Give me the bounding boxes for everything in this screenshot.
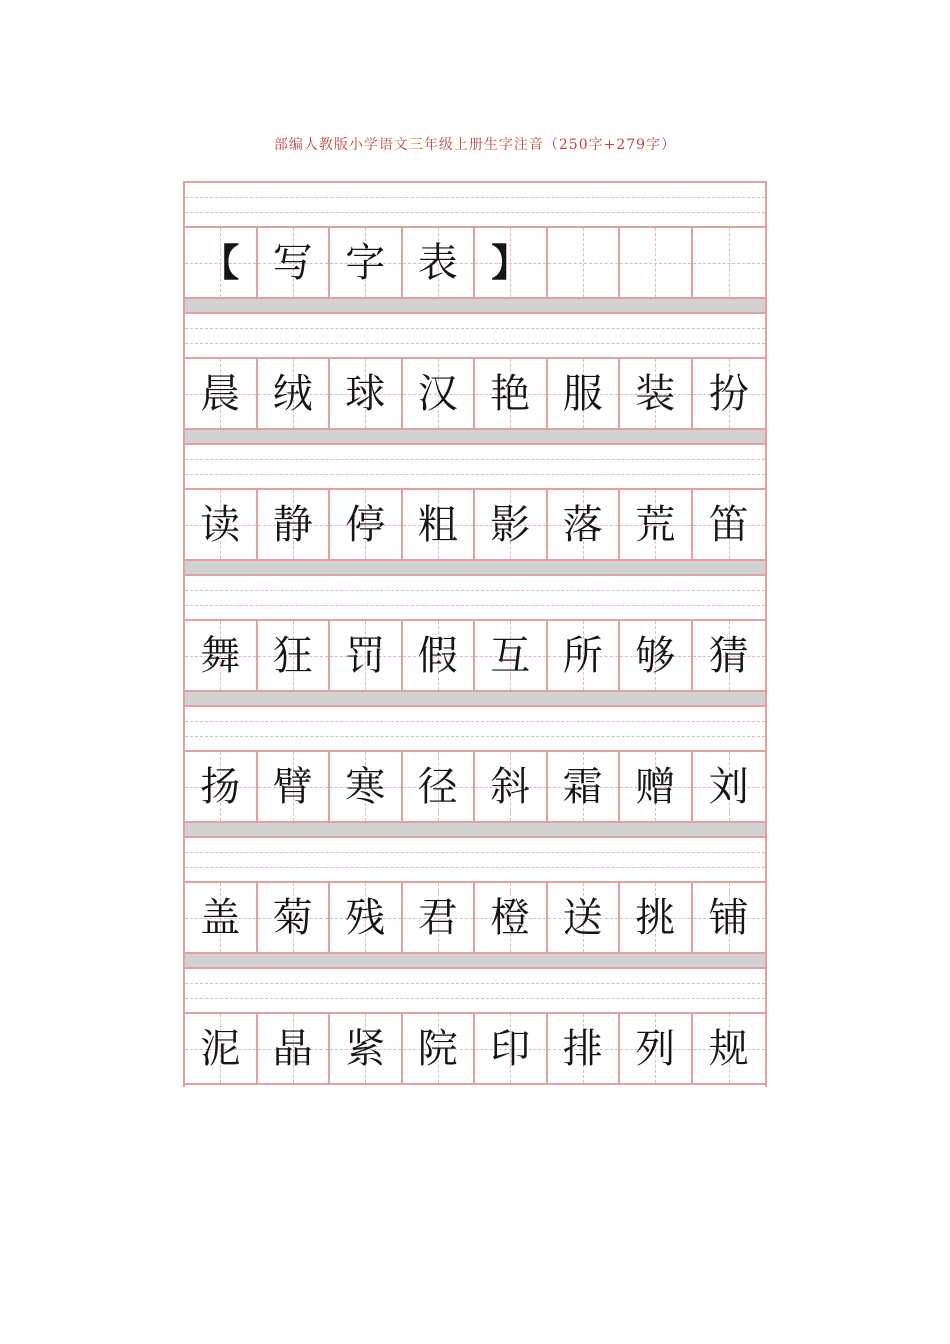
character-glyph: 假 bbox=[417, 632, 458, 679]
tianzige-cell bbox=[403, 359, 476, 428]
tianzige-cell bbox=[403, 1014, 476, 1083]
character-glyph: 写 bbox=[272, 239, 313, 286]
tianzige-cell bbox=[258, 883, 331, 952]
character-glyph: 送 bbox=[562, 894, 603, 941]
tianzige-cell bbox=[330, 490, 403, 559]
pinyin-guide-line bbox=[185, 590, 765, 591]
tianzige-cell bbox=[403, 752, 476, 821]
tianzige-cell bbox=[548, 228, 621, 297]
character-glyph: 残 bbox=[345, 894, 386, 941]
pinyin-guide-line bbox=[185, 474, 765, 475]
tianzige-cell bbox=[620, 883, 693, 952]
tianzige-cell bbox=[258, 359, 331, 428]
character-glyph: 霜 bbox=[562, 763, 603, 810]
character-glyph: 扮 bbox=[708, 370, 749, 417]
tianzige-cell bbox=[475, 621, 548, 690]
character-glyph: 够 bbox=[635, 632, 676, 679]
grid-band bbox=[185, 836, 765, 967]
character-glyph: 晨 bbox=[200, 370, 241, 417]
character-glyph: 球 bbox=[345, 370, 386, 417]
pinyin-lines bbox=[185, 574, 765, 619]
grid-band bbox=[185, 967, 765, 1085]
pinyin-lines bbox=[185, 836, 765, 881]
character-glyph: 罚 bbox=[345, 632, 386, 679]
character-glyph: 荒 bbox=[635, 501, 676, 548]
tianzige-cell bbox=[185, 883, 258, 952]
tianzige-cell bbox=[330, 359, 403, 428]
character-glyph: 盖 bbox=[200, 894, 241, 941]
pinyin-lines bbox=[185, 705, 765, 750]
tianzige-cell bbox=[620, 490, 693, 559]
tianzige-cell bbox=[185, 228, 258, 297]
character-glyph: 径 bbox=[417, 763, 458, 810]
pinyin-guide-line bbox=[185, 212, 765, 213]
pinyin-guide-line bbox=[185, 605, 765, 606]
page-title: 部编人教版小学语文三年级上册生字注音（250字+279字） bbox=[273, 137, 677, 153]
pinyin-guide-line bbox=[185, 736, 765, 737]
tianzige-cell bbox=[185, 752, 258, 821]
character-glyph: 泥 bbox=[200, 1025, 241, 1072]
character-row bbox=[185, 1012, 765, 1085]
row-separator bbox=[185, 561, 765, 574]
tianzige-cell bbox=[475, 883, 548, 952]
tianzige-cell bbox=[403, 621, 476, 690]
tianzige-cell bbox=[258, 490, 331, 559]
tianzige-cell bbox=[548, 1014, 621, 1083]
character-row bbox=[185, 750, 765, 823]
tianzige-cell bbox=[330, 752, 403, 821]
character-glyph: 字 bbox=[345, 239, 386, 286]
character-glyph: 舞 bbox=[200, 632, 241, 679]
tianzige-cell bbox=[693, 752, 766, 821]
character-glyph: 所 bbox=[562, 632, 603, 679]
row-separator bbox=[185, 823, 765, 836]
character-glyph: 晶 bbox=[272, 1025, 313, 1072]
character-glyph: 影 bbox=[490, 501, 531, 548]
character-glyph: 扬 bbox=[200, 763, 241, 810]
tianzige-cell bbox=[620, 228, 693, 297]
tianzige-cell bbox=[185, 359, 258, 428]
row-separator bbox=[185, 954, 765, 967]
pinyin-guide-line bbox=[185, 459, 765, 460]
tianzige-cell bbox=[548, 359, 621, 428]
character-glyph: 互 bbox=[490, 632, 531, 679]
character-glyph: 院 bbox=[417, 1025, 458, 1072]
character-glyph: 橙 bbox=[490, 894, 531, 941]
grid-band bbox=[185, 181, 765, 312]
pinyin-guide-line bbox=[185, 343, 765, 344]
tianzige-cell bbox=[330, 1014, 403, 1083]
character-glyph: 静 bbox=[272, 501, 313, 548]
grid-band bbox=[185, 443, 765, 574]
pinyin-guide-line bbox=[185, 867, 765, 868]
pinyin-guide-line bbox=[185, 998, 765, 999]
character-glyph: 紧 bbox=[345, 1025, 386, 1072]
tianzige-cell bbox=[548, 621, 621, 690]
tianzige-cell bbox=[693, 490, 766, 559]
character-glyph: 赠 bbox=[635, 763, 676, 810]
heading-bracket: 【 bbox=[201, 239, 240, 285]
character-glyph: 停 bbox=[345, 501, 386, 548]
grid-band bbox=[185, 574, 765, 705]
tianzige-cell bbox=[258, 1014, 331, 1083]
character-glyph: 规 bbox=[708, 1025, 749, 1072]
tianzige-cell bbox=[475, 490, 548, 559]
character-glyph: 挑 bbox=[635, 894, 676, 941]
character-glyph: 表 bbox=[417, 239, 458, 286]
tianzige-cell bbox=[693, 228, 766, 297]
tianzige-cell bbox=[185, 490, 258, 559]
tianzige-cell bbox=[475, 752, 548, 821]
character-glyph: 笛 bbox=[708, 501, 749, 548]
tianzige-cell bbox=[330, 883, 403, 952]
character-row bbox=[185, 881, 765, 954]
tianzige-cell bbox=[403, 490, 476, 559]
tianzige-cell bbox=[620, 621, 693, 690]
pinyin-lines bbox=[185, 181, 765, 226]
pinyin-guide-line bbox=[185, 852, 765, 853]
tianzige-cell bbox=[548, 883, 621, 952]
pinyin-lines bbox=[185, 443, 765, 488]
tianzige-cell bbox=[403, 228, 476, 297]
character-glyph: 粗 bbox=[417, 501, 458, 548]
character-glyph: 服 bbox=[562, 370, 603, 417]
pinyin-guide-line bbox=[185, 721, 765, 722]
pinyin-lines bbox=[185, 312, 765, 357]
tianzige-cell bbox=[475, 228, 548, 297]
character-row bbox=[185, 488, 765, 561]
grid-band bbox=[185, 312, 765, 443]
tianzige-cell bbox=[693, 621, 766, 690]
tianzige-cell bbox=[548, 752, 621, 821]
tianzige-cell bbox=[185, 621, 258, 690]
character-row bbox=[185, 226, 765, 299]
tianzige-cell bbox=[330, 228, 403, 297]
character-row bbox=[185, 619, 765, 692]
character-row bbox=[185, 357, 765, 430]
tianzige-cell bbox=[185, 1014, 258, 1083]
tianzige-cell bbox=[475, 1014, 548, 1083]
character-glyph: 猜 bbox=[708, 632, 749, 679]
tianzige-cell bbox=[693, 883, 766, 952]
row-separator bbox=[185, 299, 765, 312]
character-glyph: 斜 bbox=[490, 763, 531, 810]
tianzige-cell bbox=[620, 752, 693, 821]
character-glyph: 寒 bbox=[345, 763, 386, 810]
character-glyph: 铺 bbox=[708, 894, 749, 941]
pinyin-guide-line bbox=[185, 328, 765, 329]
row-separator bbox=[185, 692, 765, 705]
character-glyph: 绒 bbox=[272, 370, 313, 417]
tianzige-cell bbox=[693, 359, 766, 428]
tianzige-cell bbox=[330, 621, 403, 690]
tianzige-cell bbox=[258, 228, 331, 297]
heading-bracket: 】 bbox=[491, 239, 530, 285]
character-glyph: 菊 bbox=[272, 894, 313, 941]
tianzige-cell bbox=[403, 883, 476, 952]
tianzige-cell bbox=[258, 621, 331, 690]
character-glyph: 刘 bbox=[708, 763, 749, 810]
tianzige-cell bbox=[258, 752, 331, 821]
tianzige-cell bbox=[693, 1014, 766, 1083]
row-separator bbox=[185, 430, 765, 443]
pinyin-lines bbox=[185, 967, 765, 1012]
character-glyph: 落 bbox=[562, 501, 603, 548]
character-glyph: 臂 bbox=[272, 763, 313, 810]
character-glyph: 排 bbox=[562, 1025, 603, 1072]
writing-grid-sheet bbox=[183, 181, 767, 1087]
character-glyph: 列 bbox=[635, 1025, 676, 1072]
character-glyph: 狂 bbox=[272, 632, 313, 679]
character-glyph: 读 bbox=[200, 501, 241, 548]
tianzige-cell bbox=[475, 359, 548, 428]
character-glyph: 装 bbox=[635, 370, 676, 417]
tianzige-cell bbox=[620, 1014, 693, 1083]
character-glyph: 印 bbox=[490, 1025, 531, 1072]
pinyin-guide-line bbox=[185, 983, 765, 984]
pinyin-guide-line bbox=[185, 197, 765, 198]
character-glyph: 君 bbox=[417, 894, 458, 941]
character-glyph: 艳 bbox=[490, 370, 531, 417]
grid-band bbox=[185, 705, 765, 836]
tianzige-cell bbox=[620, 359, 693, 428]
character-glyph: 汉 bbox=[417, 370, 458, 417]
tianzige-cell bbox=[548, 490, 621, 559]
